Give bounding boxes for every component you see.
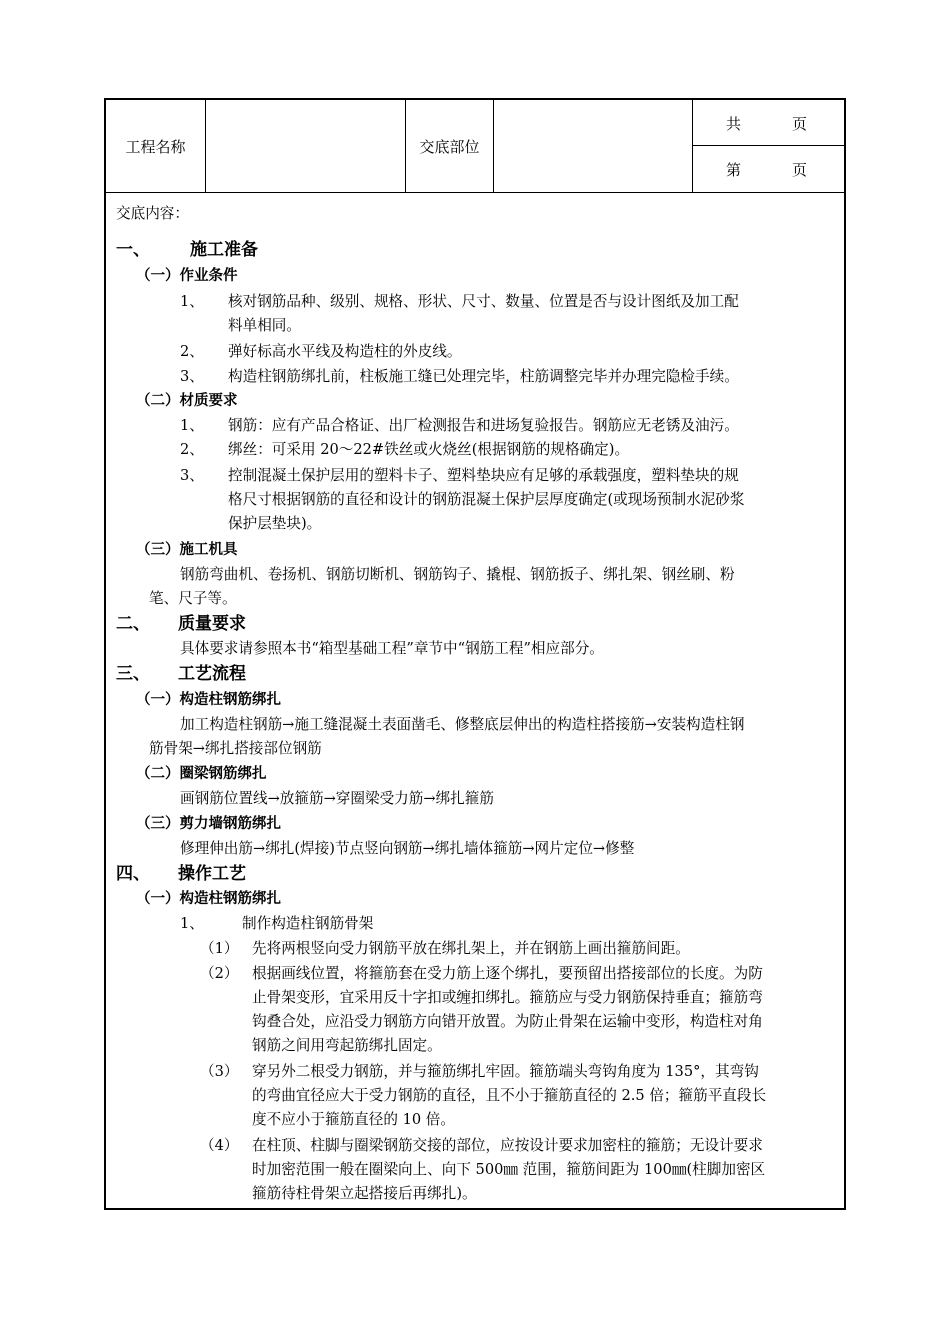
point-text: 在柱顶、柱脚与圈梁钢筋交接的部位，应按设计要求加密柱的箍筋；无设计要求: [252, 1137, 763, 1154]
point-num: （4）: [200, 1137, 239, 1154]
point-text: 穿另外二根受力钢筋，并与箍筋绑扎牢固。箍筋端头弯钩角度为 135°，其弯钩: [252, 1063, 759, 1080]
point-text: 先将两根竖向受力钢筋平放在绑扎架上，并在钢筋上画出箍筋间距。: [252, 940, 690, 957]
page-number-cell: [693, 146, 844, 192]
item-num: 2、: [180, 343, 204, 360]
subsection-title: （一）作业条件: [136, 268, 238, 284]
item-num: 1、: [180, 915, 204, 932]
subsection-title: （一）构造柱钢筋绑扎: [136, 891, 281, 907]
total-pages-prefix: 共: [726, 115, 742, 133]
project-name-field[interactable]: [206, 100, 406, 192]
item-text: 构造柱钢筋绑扎前，柱板施工缝已处理完毕，柱筋调整完毕并办理完隐检手续。: [228, 368, 739, 385]
section-num: 三、: [116, 664, 150, 684]
item-num: 2、: [180, 441, 204, 458]
item-num: 1、: [180, 293, 204, 310]
section-title: 质量要求: [178, 614, 246, 634]
point-text: 止骨架变形，宜采用反十字扣或缠扣绑扎。箍筋应与受力钢筋保持垂直；箍筋弯: [252, 989, 763, 1006]
item-num: 3、: [180, 368, 204, 385]
point-text: 时加密范围一般在圈梁向上、向下 500㎜ 范围，箍筋间距为 100㎜(柱脚加密区: [252, 1161, 766, 1178]
paragraph-text: 画钢筋位置线→放箍筋→穿圈梁受力筋→绑扎箍筋: [180, 790, 494, 807]
project-name-label: 工程名称: [106, 100, 206, 192]
location-field[interactable]: [494, 100, 693, 192]
item-text: 钢筋：应有产品合格证、出厂检测报告和进场复验报告。钢筋应无老锈及油污。: [228, 417, 739, 434]
point-text: 箍筋待柱骨架立起搭接后再绑扎)。: [252, 1185, 477, 1202]
total-pages-suffix: 页: [792, 115, 808, 133]
section-num: 四、: [116, 864, 150, 884]
disclosure-form: [104, 98, 846, 1210]
item-text: 料单相同。: [228, 317, 301, 334]
point-text: 根据画线位置，将箍筋套在受力筋上逐个绑扎，要预留出搭接部位的长度。为防: [252, 965, 763, 982]
point-num: （3）: [200, 1063, 239, 1080]
item-text: 绑丝：可采用 20～22#铁丝或火烧丝(根据钢筋的规格确定)。: [228, 441, 630, 458]
item-num: 3、: [180, 467, 204, 484]
subsection-title: （三）施工机具: [136, 542, 238, 558]
subsection-title: （一）构造柱钢筋绑扎: [136, 692, 281, 708]
point-text: 的弯曲宜径应大于受力钢筋的直径，且不小于箍筋直径的 2.5 倍；箍筋平直段长: [252, 1087, 767, 1104]
item-text: 控制混凝土保护层用的塑料卡子、塑料垫块应有足够的承载强度，塑料垫块的规: [228, 467, 739, 484]
paragraph-text: 钢筋弯曲机、卷扬机、钢筋切断机、钢筋钩子、撬棍、钢筋扳子、绑扎架、钢丝刷、粉: [180, 566, 735, 583]
subsection-title: （三）剪力墙钢筋绑扎: [136, 816, 281, 832]
paragraph-text: 加工构造柱钢筋→施工缝混凝土表面凿毛、修整底层伸出的构造柱搭接筋→安装构造柱钢: [180, 716, 745, 733]
point-num: （1）: [200, 940, 239, 957]
form-header: [106, 100, 844, 193]
point-text: 钢筋之间用弯起筋绑扎固定。: [252, 1037, 442, 1054]
section-num: 二、: [116, 614, 150, 634]
item-text: 制作构造柱钢筋骨架: [242, 915, 374, 932]
paragraph-text: 筋骨架→绑扎搭接部位钢筋: [149, 740, 322, 757]
page-number-prefix: 第: [726, 161, 742, 179]
section-title: 工艺流程: [178, 664, 246, 684]
item-text: 弹好标高水平线及构造柱的外皮线。: [228, 343, 462, 360]
content-label: 交底内容：: [116, 205, 189, 222]
item-text: 核对钢筋品种、级别、规格、形状、尺寸、数量、位置是否与设计图纸及加工配: [228, 293, 739, 310]
item-text: 保护层垫块)。: [228, 515, 322, 532]
section-title: 施工准备: [190, 240, 258, 260]
point-text: 钩叠合处，应沿受力钢筋方向错开放置。为防止骨架在运输中变形，构造柱对角: [252, 1013, 763, 1030]
item-num: 1、: [180, 417, 204, 434]
point-num: （2）: [200, 965, 239, 982]
subsection-title: （二）材质要求: [136, 393, 238, 409]
page-number-suffix: 页: [792, 161, 808, 179]
section-num: 一、: [116, 240, 150, 260]
point-text: 度不应小于箍筋直径的 10 倍。: [252, 1111, 455, 1128]
section-title: 操作工艺: [178, 864, 246, 884]
paragraph-text: 修理伸出筋→绑扎(焊接)节点竖向钢筋→绑扎墙体箍筋→网片定位→修整: [180, 840, 635, 857]
total-pages-cell: [693, 100, 844, 146]
item-text: 格尺寸根据钢筋的直径和设计的钢筋混凝土保护层厚度确定(或现场预制水泥砂浆: [228, 491, 745, 508]
paragraph-text: 笔、尺子等。: [149, 590, 237, 607]
location-label: 交底部位: [406, 100, 494, 192]
paragraph-text: 具体要求请参照本书“箱型基础工程”章节中“钢筋工程”相应部分。: [180, 640, 604, 657]
subsection-title: （二）圈梁钢筋绑扎: [136, 766, 267, 782]
